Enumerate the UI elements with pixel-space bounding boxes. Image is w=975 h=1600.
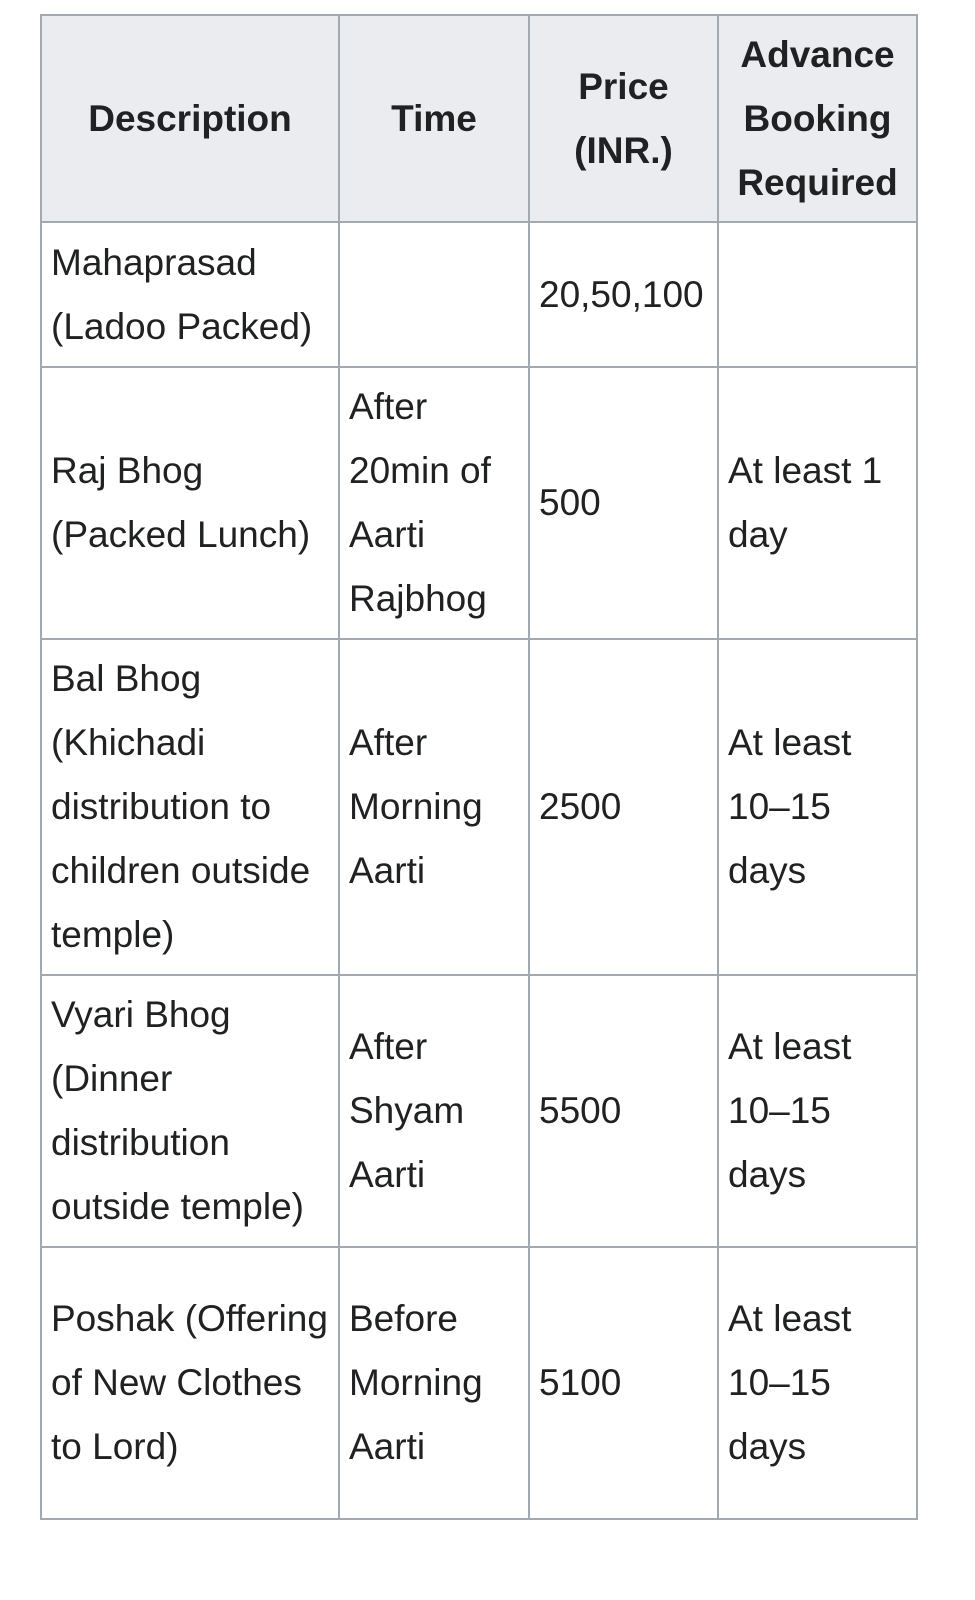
cell-description: Vyari Bhog (Dinner distribution outside temple)	[41, 975, 339, 1247]
cell-description: Mahaprasad (Ladoo Packed)	[41, 222, 339, 367]
table-header-row	[41, 15, 917, 222]
cell-advance: At least 10–15 days	[718, 1247, 917, 1519]
cell-time: After Shyam Aarti	[339, 975, 529, 1247]
header-time: Time	[339, 15, 529, 222]
cell-description: Poshak (Offering of New Clothes to Lord)	[41, 1247, 339, 1519]
cell-time	[339, 222, 529, 367]
table-row	[41, 367, 917, 639]
cell-price: 5100	[529, 1247, 718, 1519]
cell-advance: At least 10–15 days	[718, 639, 917, 975]
cell-price: 500	[529, 367, 718, 639]
cell-advance: At least 1 day	[718, 367, 917, 639]
cell-price: 20,50,100	[529, 222, 718, 367]
cell-description: Bal Bhog (Khichadi distribution to children outside temple)	[41, 639, 339, 975]
cell-advance	[718, 222, 917, 367]
cell-description: Raj Bhog (Packed Lunch)	[41, 367, 339, 639]
table-row	[41, 1247, 917, 1519]
cell-time: Before Morning Aarti	[339, 1247, 529, 1519]
cell-price: 2500	[529, 639, 718, 975]
cell-price: 5500	[529, 975, 718, 1247]
table-row	[41, 975, 917, 1247]
cell-time: After 20min of Aarti Rajbhog	[339, 367, 529, 639]
prasad-table-container	[40, 14, 916, 1520]
header-advance-booking: Advance Booking Required	[718, 15, 917, 222]
table-row	[41, 222, 917, 367]
header-price: Price (INR.)	[529, 15, 718, 222]
table-row	[41, 639, 917, 975]
prasad-table	[40, 14, 918, 1520]
cell-time: After Morning Aarti	[339, 639, 529, 975]
cell-advance: At least 10–15 days	[718, 975, 917, 1247]
header-description: Description	[41, 15, 339, 222]
